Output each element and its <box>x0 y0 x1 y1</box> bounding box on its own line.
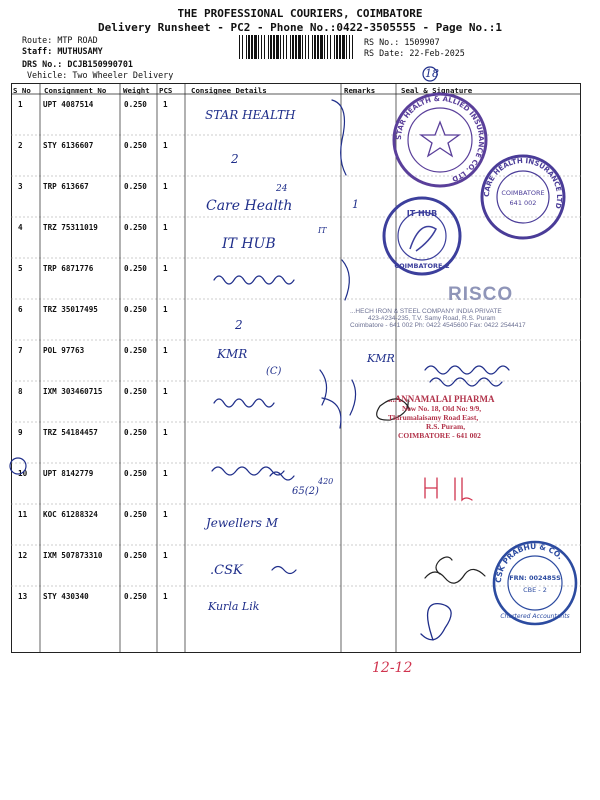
cell-weight: 0.250 <box>124 305 147 314</box>
cell-sno: 10 <box>18 469 28 478</box>
handwriting-row7-sub: (C) <box>266 366 282 377</box>
cell-consignment: UPT 8142779 <box>43 469 94 478</box>
stamp-iron-line2: 423-#234-235, T.V. Samy Road, R.S. Puram <box>368 315 496 322</box>
cell-sno: 4 <box>18 223 23 232</box>
stamp-iron-logo: RISCO <box>448 284 514 305</box>
vehicle-label: Vehicle: <box>27 70 68 80</box>
cell-weight: 0.250 <box>124 387 147 396</box>
cell-sno: 6 <box>18 305 23 314</box>
cell-pcs: 1 <box>163 141 168 150</box>
cell-pcs: 1 <box>163 551 168 560</box>
handwriting-row1: STAR HEALTH <box>205 108 296 122</box>
iron-steel-stamp <box>350 284 582 329</box>
handwriting-row11: Jewellers M <box>206 516 279 530</box>
cell-weight: 0.250 <box>124 469 147 478</box>
cell-consignment: POL 97763 <box>43 346 85 355</box>
cell-pcs: 1 <box>163 428 168 437</box>
handwriting-bottom-mark: 12-12 <box>372 660 413 676</box>
cell-pcs: 1 <box>163 469 168 478</box>
staff-label: Staff: <box>22 46 53 56</box>
it-hub-stamp <box>380 194 464 278</box>
cell-consignment: IXM 507873310 <box>43 551 103 560</box>
drs-value: DCJB150990701 <box>67 59 133 69</box>
cell-pcs: 1 <box>163 592 168 601</box>
star-health-stamp <box>390 90 490 190</box>
cell-consignment: TRZ 75311019 <box>43 223 98 232</box>
cell-consignment: IXM 303460715 <box>43 387 103 396</box>
handwriting-row6: 2 <box>235 318 243 332</box>
handwriting-row3-side: 1 <box>352 198 359 211</box>
stamp-care-pin: 641 002 <box>509 199 537 207</box>
cell-weight: 0.250 <box>124 141 147 150</box>
col-header-consignee: Consignee Details <box>191 86 267 95</box>
staff-value: MUTHUSAMY <box>57 46 103 56</box>
cell-pcs: 1 <box>163 387 168 396</box>
care-health-stamp <box>478 152 568 242</box>
rs-no-value: 1509907 <box>404 37 440 47</box>
stamp-csk-name: CSK PRABHU & CO. <box>493 541 565 584</box>
handwriting-row3-number: 24 <box>276 184 288 194</box>
cell-consignment: TRZ 35017495 <box>43 305 98 314</box>
cell-consignment: TRP 613667 <box>43 182 89 191</box>
cell-weight: 0.250 <box>124 346 147 355</box>
handwriting-row10-side: 420 <box>318 477 334 486</box>
col-header-sno: S No <box>13 86 31 95</box>
handwriting-row3: Care Health <box>206 198 293 214</box>
csk-prabhu-stamp <box>490 538 580 628</box>
stamp-pharma-line3: Thirumalaisamy Road East, <box>388 413 479 422</box>
rs-no-label: RS No.: <box>364 37 400 47</box>
cell-weight: 0.250 <box>124 182 147 191</box>
cell-pcs: 1 <box>163 100 168 109</box>
cell-sno: 8 <box>18 387 23 396</box>
handwriting-row10-number: 65(2) <box>292 486 319 497</box>
cell-sno: 11 <box>18 510 28 519</box>
vehicle-value: Two Wheeler Delivery <box>72 70 174 80</box>
col-header-remarks: Remarks <box>344 86 376 95</box>
handwriting-row4-sup: IT <box>318 226 327 235</box>
cell-weight: 0.250 <box>124 100 147 109</box>
stamp-iron-line1: ...HECH IRON & STEEL COMPANY INDIA PRIVATE <box>350 308 502 315</box>
handwriting-remark7: KMR <box>367 352 395 365</box>
cell-pcs: 1 <box>163 305 168 314</box>
stamp-pharma-line1: ...ANNAMALAI PHARMA <box>388 394 495 404</box>
cell-pcs: 1 <box>163 346 168 355</box>
cell-consignment: TRZ 54184457 <box>43 428 98 437</box>
stamp-pharma-line2: New No. 18, Old No: 9/9, <box>402 404 482 413</box>
cell-sno: 13 <box>18 592 28 601</box>
col-header-weight: Weight <box>123 86 150 95</box>
handwriting-row7: KMR <box>217 347 248 361</box>
handwriting-row4: IT HUB <box>222 236 276 252</box>
stamp-csk-city: CBE - 2 <box>523 586 547 594</box>
cell-pcs: 1 <box>163 264 168 273</box>
route-value: MTP ROAD <box>57 35 98 45</box>
handwriting-top-mark: 18 <box>425 67 439 80</box>
col-header-consignment: Consignment No <box>44 86 107 95</box>
cell-consignment: KOC 61288324 <box>43 510 98 519</box>
handwriting-row2: 2 <box>231 152 239 166</box>
stamp-care-city: COIMBATORE <box>501 189 545 197</box>
company-title: THE PROFESSIONAL COURIERS, COIMBATORE <box>177 7 423 20</box>
cell-weight: 0.250 <box>124 223 147 232</box>
cell-pcs: 1 <box>163 510 168 519</box>
stamp-it-hub-city: COIMBATORE-2 <box>394 262 450 270</box>
stamp-csk-frn: FRN: 002485S <box>509 574 561 582</box>
cell-sno: 7 <box>18 346 23 355</box>
stamp-care-health-text: CARE HEALTH INSURANCE LTD <box>482 156 564 210</box>
handwriting-row12: .CSK <box>210 563 243 578</box>
cell-weight: 0.250 <box>124 510 147 519</box>
cell-consignment: STY 430340 <box>43 592 89 601</box>
runsheet-subtitle: Delivery Runsheet - PC2 - Phone No.:0422-3505555 - Page No.:1 <box>98 21 502 34</box>
stamp-pharma-line5: COIMBATORE - 641 002 <box>398 431 481 440</box>
stamp-it-hub-text: IT HUB <box>406 209 438 218</box>
stamp-iron-line3: Coimbatore - 641 002 Ph: 0422 4545600 Fax: 0422 2544417 <box>350 322 526 329</box>
cell-sno: 5 <box>18 264 23 273</box>
cell-consignment: UPT 4087514 <box>43 100 94 109</box>
cell-pcs: 1 <box>163 182 168 191</box>
stamp-csk-sub: Chartered Accountants <box>500 613 570 620</box>
cell-weight: 0.250 <box>124 428 147 437</box>
cell-weight: 0.250 <box>124 592 147 601</box>
handwriting-row13: Kurla Lik <box>208 600 260 613</box>
cell-sno: 3 <box>18 182 23 191</box>
col-header-seal: Seal & Signature <box>401 86 473 95</box>
stamp-pharma-line4: R.S. Puram, <box>426 422 466 431</box>
cell-pcs: 1 <box>163 223 168 232</box>
pharma-stamp <box>388 394 568 440</box>
cell-consignment: STY 6136607 <box>43 141 94 150</box>
cell-sno: 1 <box>18 100 23 109</box>
drs-label: DRS No.: <box>22 59 63 69</box>
rs-date-label: RS Date: <box>364 48 405 58</box>
cell-weight: 0.250 <box>124 551 147 560</box>
cell-consignment: TRP 6871776 <box>43 264 94 273</box>
rs-date-value: 22-Feb-2025 <box>409 48 465 58</box>
cell-sno: 12 <box>18 551 28 560</box>
route-label: Route: <box>22 35 53 45</box>
cell-sno: 2 <box>18 141 23 150</box>
col-header-pcs: PCS <box>159 86 173 95</box>
cell-sno: 9 <box>18 428 23 437</box>
stamp-star-health-text: STAR HEALTH & ALLIED INSURANCE CO. LTD <box>394 94 486 183</box>
cell-weight: 0.250 <box>124 264 147 273</box>
